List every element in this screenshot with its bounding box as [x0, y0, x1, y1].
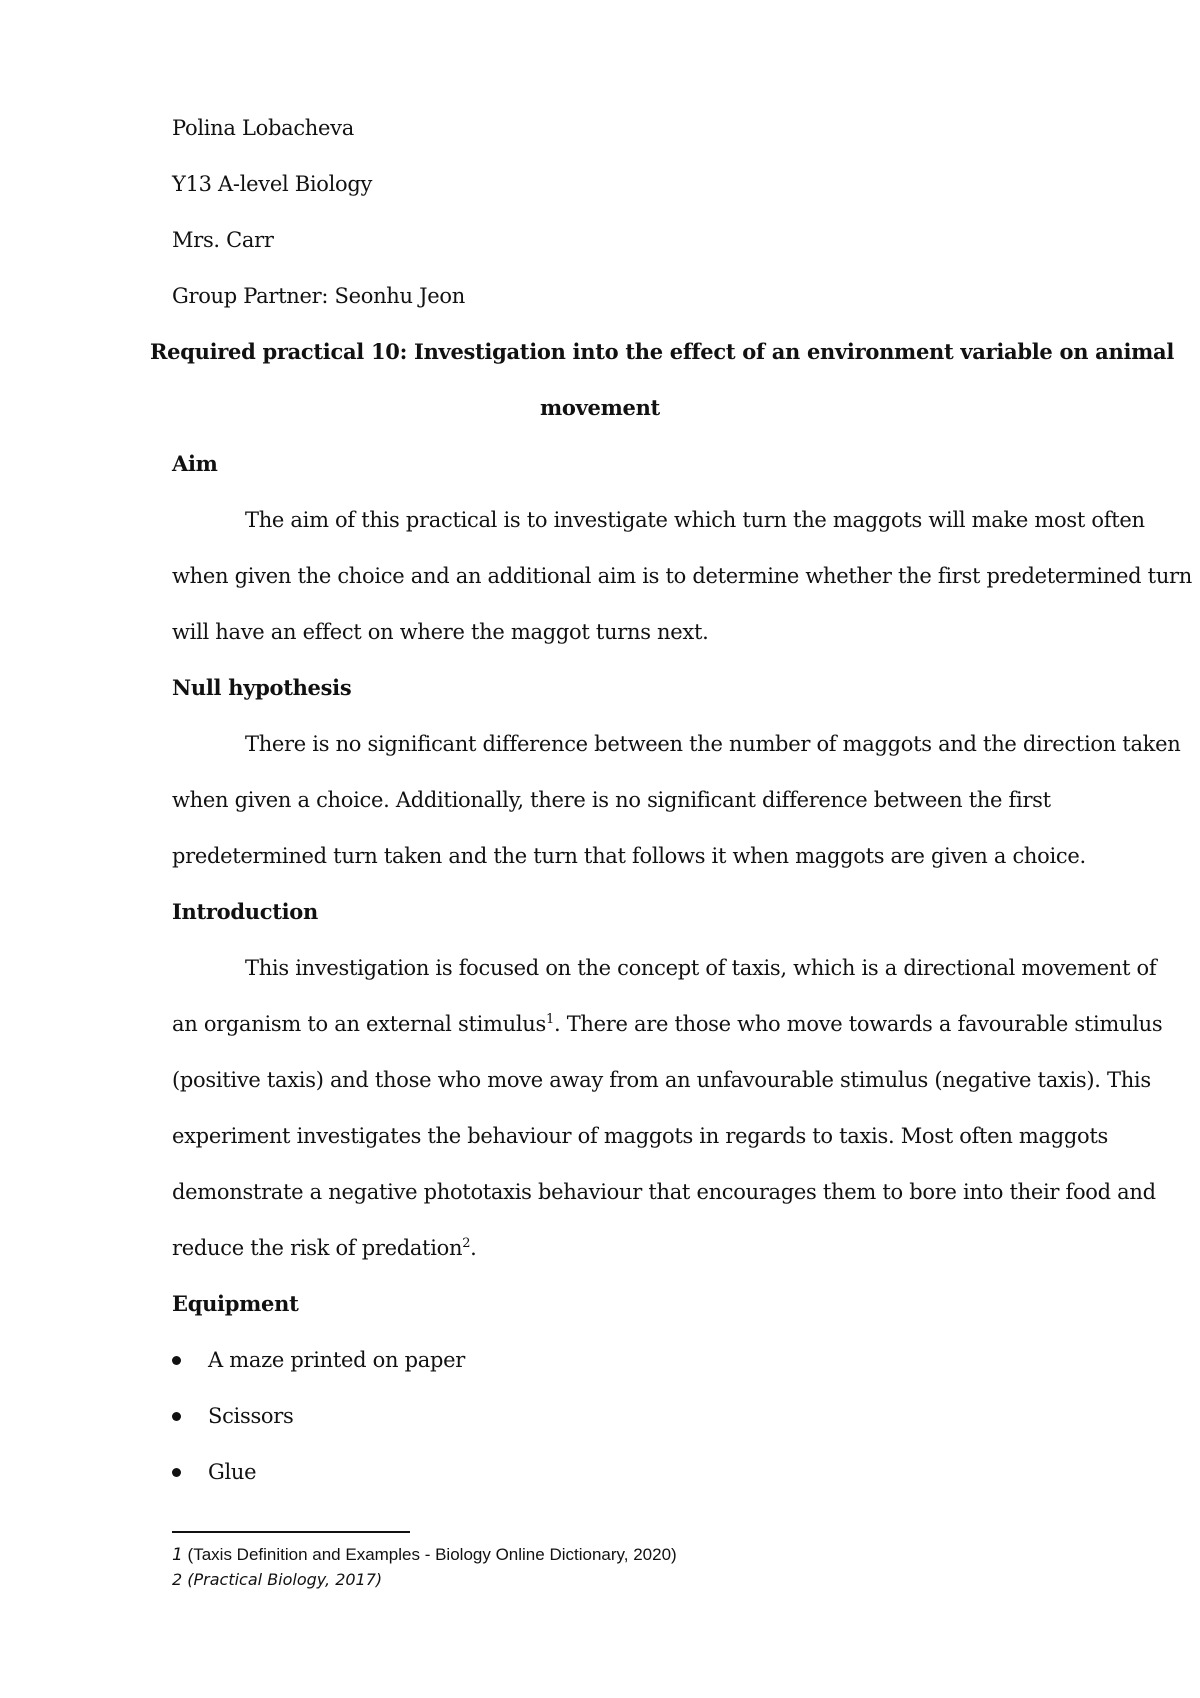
- introduction-line-1: This investigation is focused on the concept of taxis, which is a directional movement of: [245, 956, 1157, 980]
- footnote-1: [172, 1544, 677, 1566]
- introduction-heading: Introduction: [172, 899, 318, 924]
- equipment-item-glue: Glue: [208, 1460, 257, 1484]
- null-hypothesis-line-1: There is no significant difference between the number of maggots and the direction taken: [245, 732, 1181, 756]
- footnote-2: 2 (Practical Biology, 2017): [172, 1570, 383, 1589]
- footnote-ref-2[interactable]: 2: [462, 1236, 471, 1251]
- introduction-line-2-text: an organism to an external stimulus: [172, 1012, 546, 1036]
- footnote-separator: [172, 1531, 410, 1533]
- introduction-line-2-rest: . There are those who move towards a favourable stimulus: [553, 1012, 1163, 1036]
- introduction-line-5: demonstrate a negative phototaxis behaviour that encourages them to bore into their food and: [172, 1180, 1156, 1204]
- null-hypothesis-line-2: when given a choice. Additionally, there is no significant difference between the first: [172, 788, 1051, 812]
- introduction-line-3: (positive taxis) and those who move away from an unfavourable stimulus (negative taxis). This: [172, 1068, 1151, 1092]
- footnote-1-text: (Taxis Definition and Examples - Biology Online Dictionary, 2020): [182, 1545, 677, 1564]
- introduction-line-2: [172, 1010, 1162, 1038]
- null-hypothesis-heading: Null hypothesis: [172, 675, 352, 700]
- document-title-line-2: movement: [540, 395, 660, 420]
- introduction-line-6: [172, 1234, 477, 1262]
- document-title-line-1: Required practical 10: Investigation into the effect of an environment variable on animal: [150, 339, 1175, 364]
- group-partner: Group Partner: Seonhu Jeon: [172, 284, 465, 308]
- aim-line-1: The aim of this practical is to investigate which turn the maggots will make most often: [245, 508, 1145, 532]
- equipment-item-scissors: Scissors: [208, 1404, 294, 1428]
- bullet-icon: [172, 1356, 181, 1365]
- bullet-icon: [172, 1412, 181, 1421]
- equipment-item-maze: A maze printed on paper: [208, 1348, 465, 1372]
- footnote-ref-1[interactable]: 1: [545, 1012, 554, 1027]
- course-name: Y13 A-level Biology: [172, 172, 373, 196]
- introduction-line-6-rest: .: [470, 1236, 477, 1260]
- equipment-heading: Equipment: [172, 1291, 299, 1316]
- aim-heading: Aim: [172, 451, 218, 476]
- footnote-1-number: 1: [172, 1545, 183, 1565]
- aim-line-3: will have an effect on where the maggot turns next.: [172, 620, 709, 644]
- aim-line-2: when given the choice and an additional aim is to determine whether the first predetermined turn: [172, 564, 1193, 588]
- introduction-line-6-text: reduce the risk of predation: [172, 1236, 463, 1260]
- teacher-name: Mrs. Carr: [172, 228, 274, 252]
- author-name: Polina Lobacheva: [172, 116, 354, 140]
- introduction-line-4: experiment investigates the behaviour of maggots in regards to taxis. Most often maggots: [172, 1124, 1108, 1148]
- null-hypothesis-line-3: predetermined turn taken and the turn that follows it when maggots are given a choice.: [172, 844, 1086, 868]
- bullet-icon: [172, 1468, 181, 1477]
